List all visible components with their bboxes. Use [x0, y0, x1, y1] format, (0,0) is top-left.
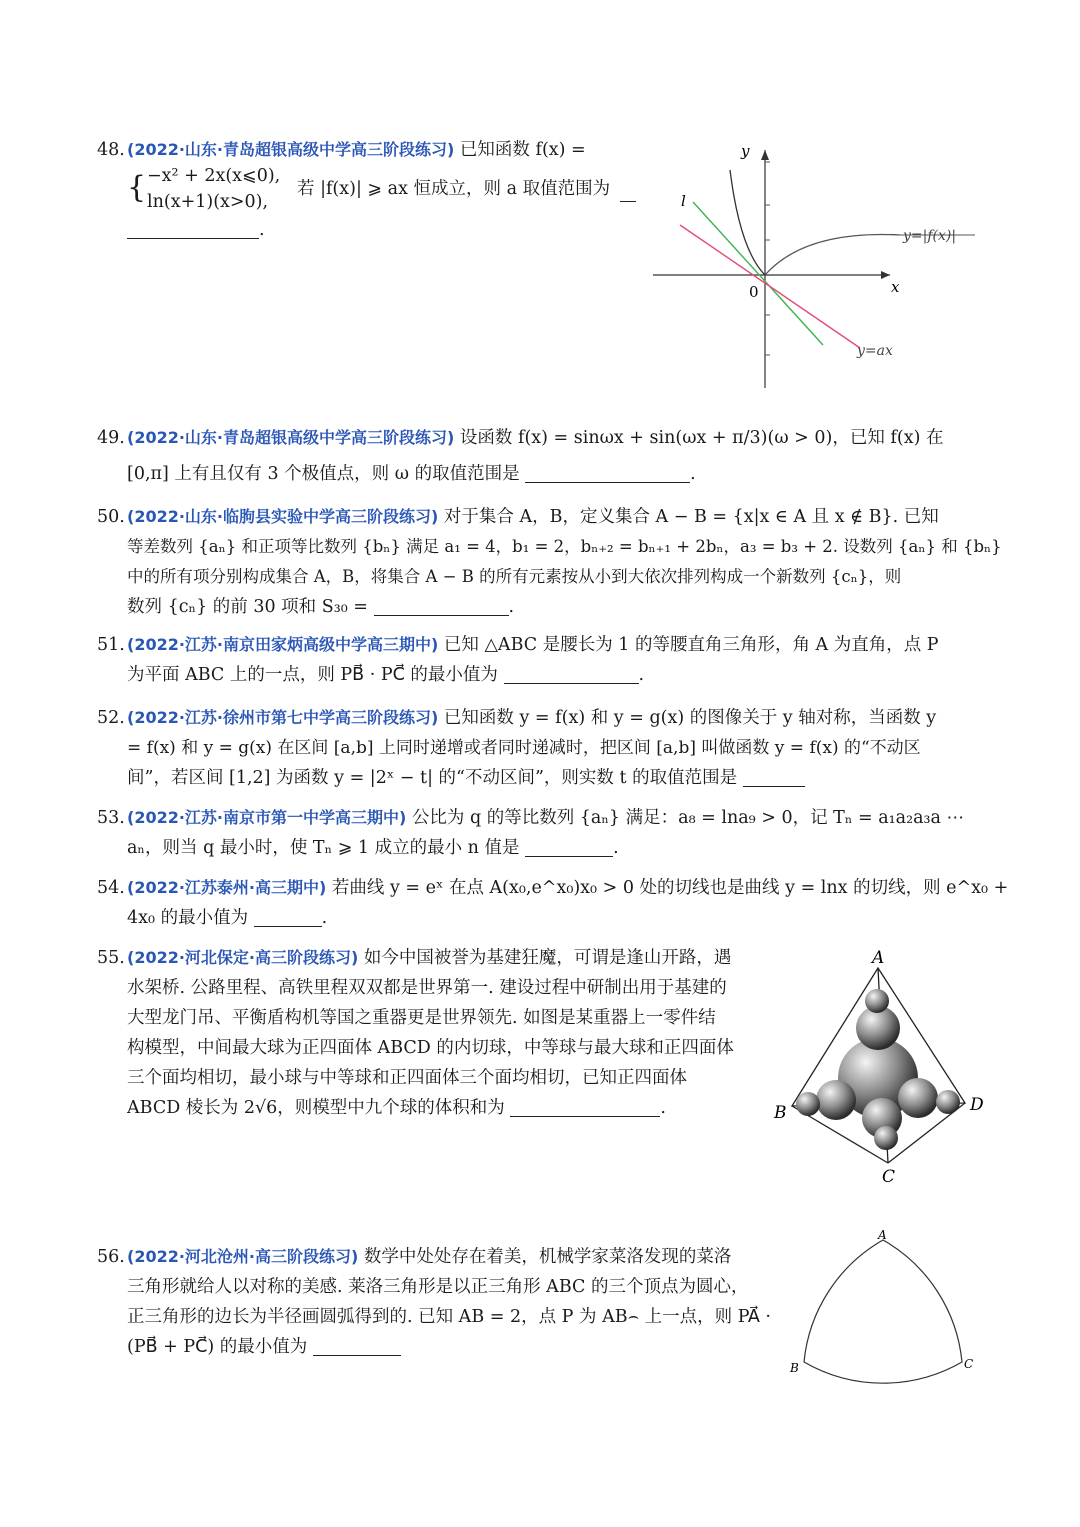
- period: .: [660, 1098, 666, 1118]
- question-number: 49.: [97, 428, 125, 448]
- question-text: 三个面均相切，最小球与中等球和正四面体三个面均相切，已知正四面体: [127, 1068, 687, 1088]
- period: .: [259, 220, 265, 240]
- answer-blank[interactable]: [504, 665, 639, 684]
- answer-blank[interactable]: [525, 464, 690, 483]
- answer-blank[interactable]: [127, 220, 259, 239]
- question-source: (2022·山东·青岛超银高级中学高三阶段练习): [127, 140, 455, 159]
- question-text: 对于集合 A，B，定义集合 A − B = {x|x ∈ A 且 x ∉ B}. 已知: [443, 507, 939, 527]
- question-53: [97, 803, 964, 863]
- question-source: (2022·江苏·南京田家炳高级中学高三期中): [127, 635, 439, 654]
- vertex-d: D: [970, 1095, 984, 1115]
- figure-48-graph: [645, 140, 990, 395]
- answer-blank[interactable]: [620, 183, 636, 202]
- period: .: [690, 464, 696, 484]
- question-text: 公比为 q 的等比数列 {aₙ} 满足：a₈ = lna₉ > 0，记 Tₙ = a₁a₂a₃a ⋯: [411, 808, 965, 828]
- question-text: 数学中处处存在着美，机械学家菜洛发现的菜洛: [363, 1247, 732, 1267]
- reuleaux-triangle: [804, 1240, 962, 1383]
- question-text: 若曲线 y = eˣ 在点 A(x₀,e^x₀)x₀ > 0 处的切线也是曲线 y = lnx 的切线，则 e^x₀ +: [331, 878, 1009, 898]
- question-number: 50.: [97, 507, 125, 527]
- x-arrow-icon: [881, 271, 890, 279]
- y-arrow-icon: [761, 150, 769, 160]
- question-text: 正三角形的边长为半径画圆弧得到的. 已知 AB = 2，点 P 为 AB⌢ 上一点，则 PA⃗ ·: [127, 1307, 771, 1327]
- period: .: [321, 908, 328, 928]
- curve-label: y=|f(x)|: [903, 228, 957, 244]
- question-text: (PB⃗ + PC⃗) 的最小值为: [127, 1337, 308, 1357]
- question-56: [97, 1242, 771, 1362]
- question-text: 设函数 f(x) = sinωx + sin(ωx + π/3)(ω > 0)，已知 f(x) 在: [459, 428, 944, 448]
- figure-55-tetrahedron: [770, 948, 990, 1188]
- question-source: (2022·江苏泰州·高三期中): [127, 878, 327, 897]
- question-text: 4x₀ 的最小值为: [127, 908, 249, 928]
- question-number: 56.: [97, 1247, 125, 1267]
- sphere-medium: [898, 1078, 938, 1118]
- figure-56-reuleaux: [780, 1225, 990, 1395]
- sphere-small: [865, 989, 889, 1013]
- x-label: x: [891, 278, 900, 296]
- piece-2: ln(x+1)(x>0),: [147, 192, 269, 212]
- period: .: [508, 597, 515, 617]
- question-text: 构模型，中间最大球为正四面体 ABCD 的内切球，中等球与最大球和正四面体: [127, 1038, 734, 1058]
- brace: {: [127, 170, 147, 205]
- question-number: 51.: [97, 635, 125, 655]
- y-label: y: [741, 142, 750, 160]
- question-text: 如今中国被誉为基建狂魔，可谓是逢山开路，遇: [363, 948, 732, 968]
- question-text: 等差数列 {aₙ} 和正项等比数列 {bₙ} 满足 a₁ = 4，b₁ = 2，bₙ₊₂ = bₙ₊₁ + 2bₙ，a₃ = b₃ + 2. 设数列 {aₙ} 和 {bₙ}: [127, 537, 1002, 556]
- curve-right: [765, 235, 900, 276]
- sphere-small: [796, 1092, 820, 1116]
- question-text: 为平面 ABC 上的一点，则 PB⃗ · PC⃗ 的最小值为: [127, 665, 498, 685]
- question-number: 48.: [97, 140, 125, 160]
- question-text: aₙ，则当 q 最小时，使 Tₙ ⩾ 1 成立的最小 n 值是: [127, 838, 520, 858]
- question-text: 水架桥. 公路里程、高铁里程双双都是世界第一. 建设过程中研制出用于基建的: [127, 978, 727, 998]
- question-number: 54.: [97, 878, 125, 898]
- question-number: 55.: [97, 948, 125, 968]
- question-text: 数列 {cₙ} 的前 30 项和 S₃₀ =: [127, 597, 368, 617]
- vertex-b: B: [774, 1103, 787, 1123]
- origin-label: 0: [749, 283, 759, 301]
- vertex-c: C: [882, 1167, 896, 1187]
- question-48: [97, 135, 611, 245]
- sphere-small: [936, 1090, 960, 1114]
- line-ax: [680, 225, 860, 348]
- question-text: = f(x) 和 y = g(x) 在区间 [a,b] 上同时递增或者同时递减时，把区间 [a,b] 叫做函数 y = f(x) 的“不动区: [127, 738, 921, 758]
- piece-1: −x² + 2x(x⩽0),: [147, 166, 281, 186]
- line-l: [693, 202, 823, 345]
- question-text: ABCD 棱长为 2√6，则模型中九个球的体积和为: [127, 1098, 505, 1118]
- vertex-b: B: [790, 1361, 799, 1375]
- curve-left: [730, 170, 765, 275]
- answer-blank[interactable]: [254, 908, 322, 927]
- question-text: 已知函数 y = f(x) 和 y = g(x) 的图像关于 y 轴对称，当函数 y: [443, 708, 937, 728]
- question-55: [97, 943, 734, 1123]
- question-source: (2022·江苏·南京市第一中学高三期中): [127, 808, 407, 827]
- question-source: (2022·河北保定·高三阶段练习): [127, 948, 359, 967]
- question-number: 53.: [97, 808, 125, 828]
- question-text: 三角形就给人以对称的美感. 莱洛三角形是以正三角形 ABC 的三个顶点为圆心，: [127, 1277, 749, 1297]
- answer-blank[interactable]: [510, 1098, 660, 1117]
- answer-blank[interactable]: [313, 1337, 401, 1356]
- question-50: [97, 502, 1002, 622]
- question-text: 已知函数 f(x) =: [459, 140, 586, 160]
- question-text: 若 |f(x)| ⩾ ax 恒成立，则 a 取值范围为: [297, 179, 611, 199]
- question-text: 大型龙门吊、平衡盾构机等国之重器更是世界领先. 如图是某重器上一零件结: [127, 1008, 716, 1028]
- question-source: (2022·江苏·徐州市第七中学高三阶段练习): [127, 708, 439, 727]
- question-text: 已知 △ABC 是腰长为 1 的等腰直角三角形，角 A 为直角，点 P: [443, 635, 939, 655]
- question-text: [0,π] 上有且仅有 3 个极值点，则 ω 的取值范围是: [127, 464, 520, 484]
- question-source: (2022·山东·青岛超银高级中学高三阶段练习): [127, 428, 455, 447]
- question-49: [97, 423, 943, 489]
- question-52: [97, 703, 936, 793]
- l-label: l: [681, 192, 686, 210]
- question-54: [97, 873, 1008, 933]
- question-source: (2022·山东·临朐县实验中学高三阶段练习): [127, 507, 439, 526]
- vertex-a: A: [878, 1228, 887, 1242]
- period: .: [613, 838, 619, 858]
- question-text: 中的所有项分别构成集合 A，B，将集合 A − B 的所有元素按从小到大依次排列构成一个新数列 {cₙ}，则: [127, 567, 902, 586]
- question-text: 间”，若区间 [1,2] 为函数 y = |2ˣ − t| 的“不动区间”，则实数 t 的取值范围是: [127, 768, 738, 788]
- vertex-a: A: [872, 948, 885, 968]
- ax-label: y=ax: [857, 343, 893, 359]
- answer-blank[interactable]: [743, 768, 805, 787]
- sphere-medium: [816, 1080, 856, 1120]
- answer-blank[interactable]: [374, 597, 509, 616]
- answer-blank[interactable]: [525, 838, 613, 857]
- question-number: 52.: [97, 708, 125, 728]
- question-source: (2022·河北沧州·高三阶段练习): [127, 1247, 359, 1266]
- question-51: [97, 630, 939, 690]
- period: .: [638, 665, 645, 685]
- vertex-c: C: [964, 1357, 974, 1371]
- sphere-small: [874, 1126, 898, 1150]
